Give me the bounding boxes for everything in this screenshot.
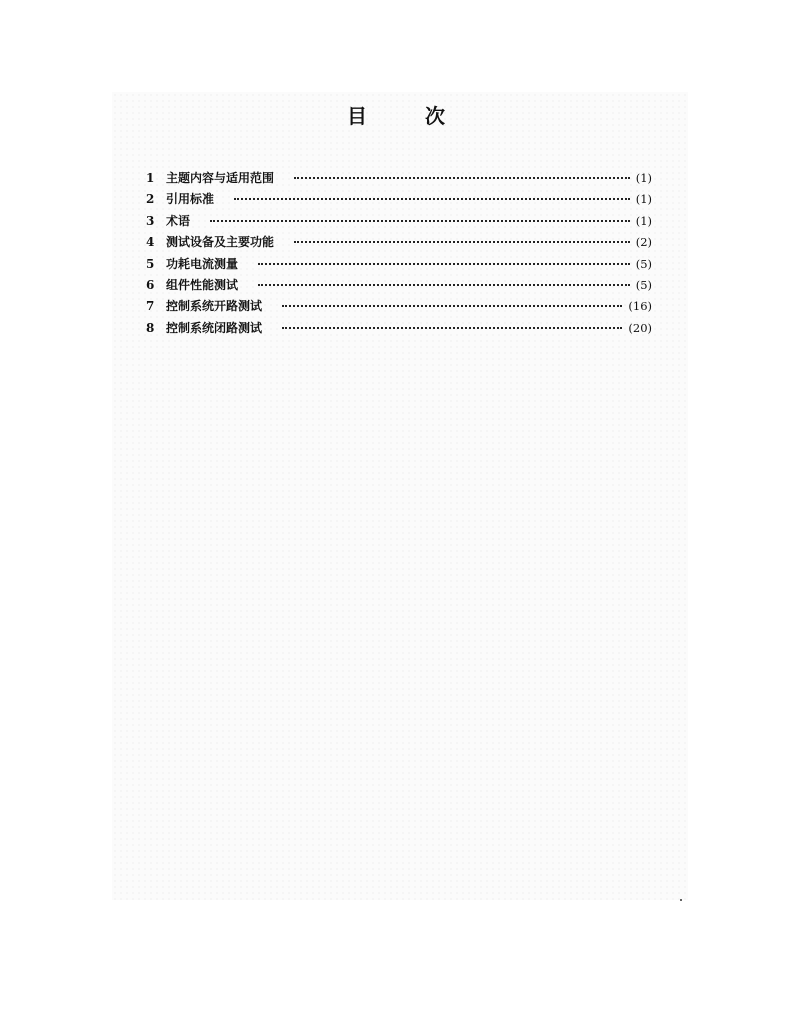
dot-leader (294, 176, 630, 179)
toc-entry-4[interactable] (146, 233, 652, 254)
toc-title: 功耗电流测量 (166, 256, 239, 271)
title-char-2: 次 (425, 104, 445, 128)
toc-title: 引用标准 (166, 192, 215, 207)
toc-number: 3 (146, 213, 155, 228)
page-title (0, 100, 792, 129)
toc-number: 2 (146, 192, 155, 207)
toc-page-number: (20) (628, 320, 652, 335)
toc-page-number: (16) (628, 299, 652, 314)
dot-leader (282, 304, 622, 307)
toc-entry-8[interactable] (146, 319, 652, 340)
toc-page-number: (1) (635, 213, 652, 228)
dot-leader (210, 219, 630, 222)
table-of-contents (146, 169, 652, 340)
toc-entry-2[interactable] (146, 190, 652, 211)
toc-entry-1[interactable] (146, 169, 652, 190)
toc-entry-3[interactable] (146, 212, 652, 233)
toc-title: 主题内容与适用范围 (166, 171, 275, 185)
toc-page-number: (5) (635, 277, 652, 292)
toc-page-number: (2) (635, 235, 652, 250)
toc-title: 组件性能测试 (166, 277, 239, 292)
scan-speck (680, 899, 682, 901)
toc-page-number: (1) (635, 171, 652, 185)
toc-number: 1 (146, 171, 155, 185)
dot-leader (234, 197, 630, 200)
dot-leader (258, 283, 630, 286)
toc-page-number: (5) (635, 256, 652, 271)
toc-entry-7[interactable] (146, 297, 652, 318)
toc-number: 6 (146, 277, 155, 292)
toc-entry-5[interactable] (146, 255, 652, 276)
toc-number: 4 (146, 235, 155, 250)
toc-entry-6[interactable] (146, 276, 652, 297)
dot-leader (282, 326, 622, 329)
toc-page-number: (1) (635, 192, 652, 207)
toc-title: 控制系统闭路测试 (166, 320, 263, 335)
toc-number: 7 (146, 299, 155, 314)
toc-title: 测试设备及主要功能 (166, 235, 275, 250)
toc-number: 5 (146, 256, 155, 271)
title-char-1: 目 (347, 104, 367, 128)
toc-title: 控制系统开路测试 (166, 299, 263, 314)
toc-title: 术语 (166, 213, 191, 228)
toc-number: 8 (146, 320, 155, 335)
dot-leader (258, 262, 630, 265)
dot-leader (294, 240, 630, 243)
